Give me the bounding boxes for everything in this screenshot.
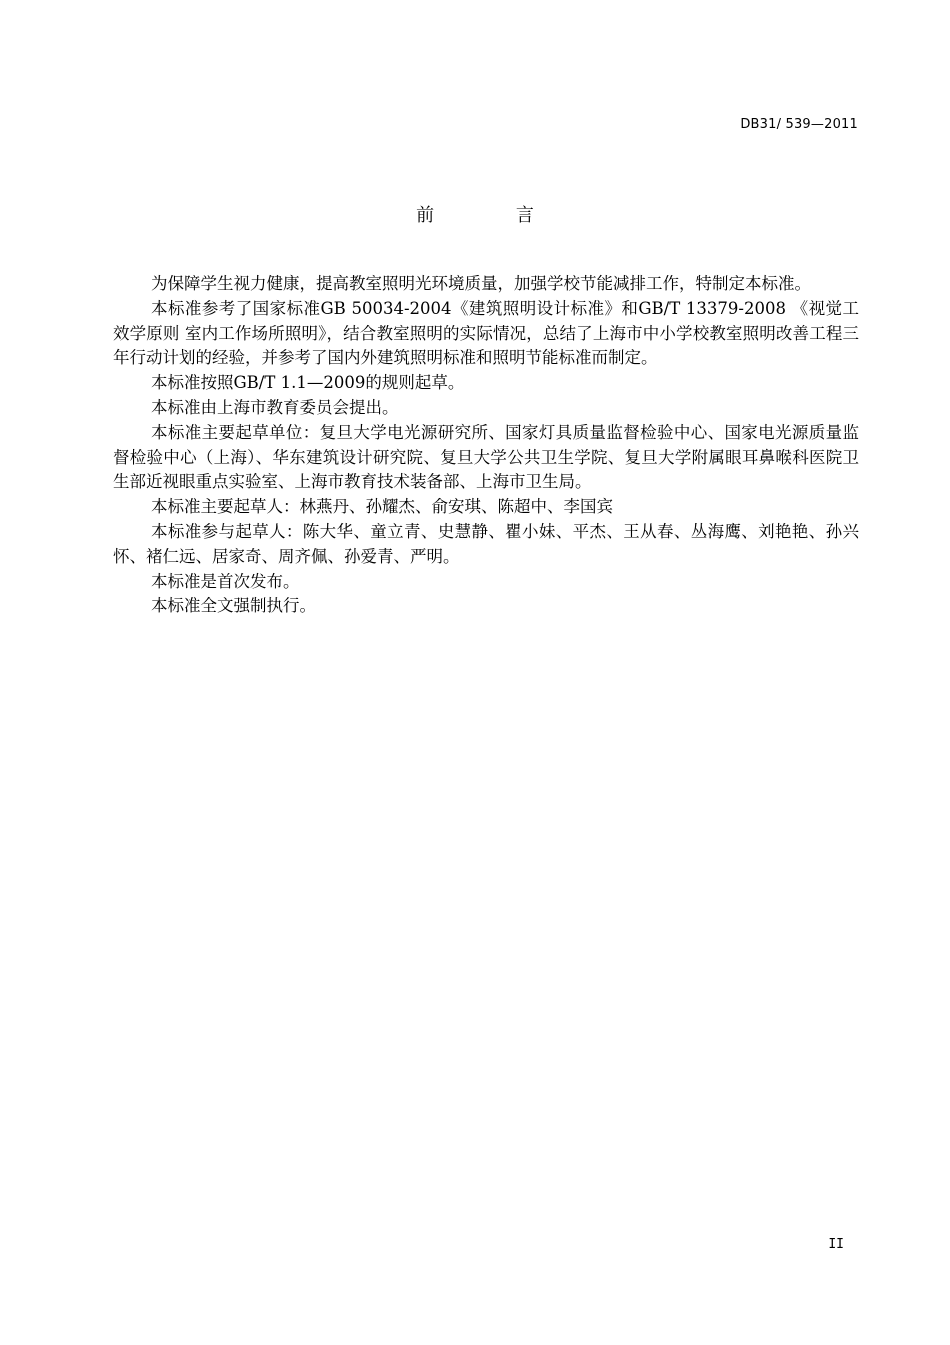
paragraph-purpose: 为保障学生视力健康，提高教室照明光环境质量，加强学校节能减排工作，特制定本标准。 (151, 274, 811, 293)
paragraph-participating-drafters: 本标准参与起草人：陈大华、童立青、史慧静、瞿小妹、平杰、王从春、丛海鹰、刘艳艳、孙兴怀、褚仁远、居家奇、周齐佩、孙爱青、严明。 (113, 521, 859, 566)
paragraph-drafting-rules: 本标准按照GB/T 1.1—2009的规则起草。 (151, 373, 465, 393)
foreword-body (113, 272, 859, 619)
paragraph-proposer: 本标准由上海市教育委员会提出。 (151, 397, 399, 417)
paragraph-drafting-units: 本标准主要起草单位：复旦大学电光源研究所、国家灯具质量监督检验中心、国家电光源质量监督检验中心（上海）、华东建筑设计研究院、复旦大学公共卫生学院、复旦大学附属眼耳鼻喉科医院卫生部近视眼重点实验室、上海市教育技术装备部、上海市卫生局。 (113, 422, 859, 492)
page-title: 前 言 (416, 205, 572, 226)
paragraph-first-release: 本标准是首次发布。 (151, 571, 300, 591)
page-number: II (828, 1237, 844, 1252)
paragraph-main-drafters: 本标准主要起草人：林燕丹、孙耀杰、俞安琪、陈超中、李国宾 (151, 497, 613, 517)
paragraph-mandatory: 本标准全文强制执行。 (151, 596, 316, 616)
paragraph-references: 本标准参考了国家标准GB 50034-2004《建筑照明设计标准》和GB/T 13379-2008 《视觉工效学原则 室内工作场所照明》，结合教室照明的实际情况，总结了上海市中小学校教室照明改善工程三年行动计划的经验，并参考了国内外建筑照明标准和照明节能标准而制定。 (113, 298, 859, 368)
document-code: DB31/ 539—2011 (740, 117, 858, 132)
